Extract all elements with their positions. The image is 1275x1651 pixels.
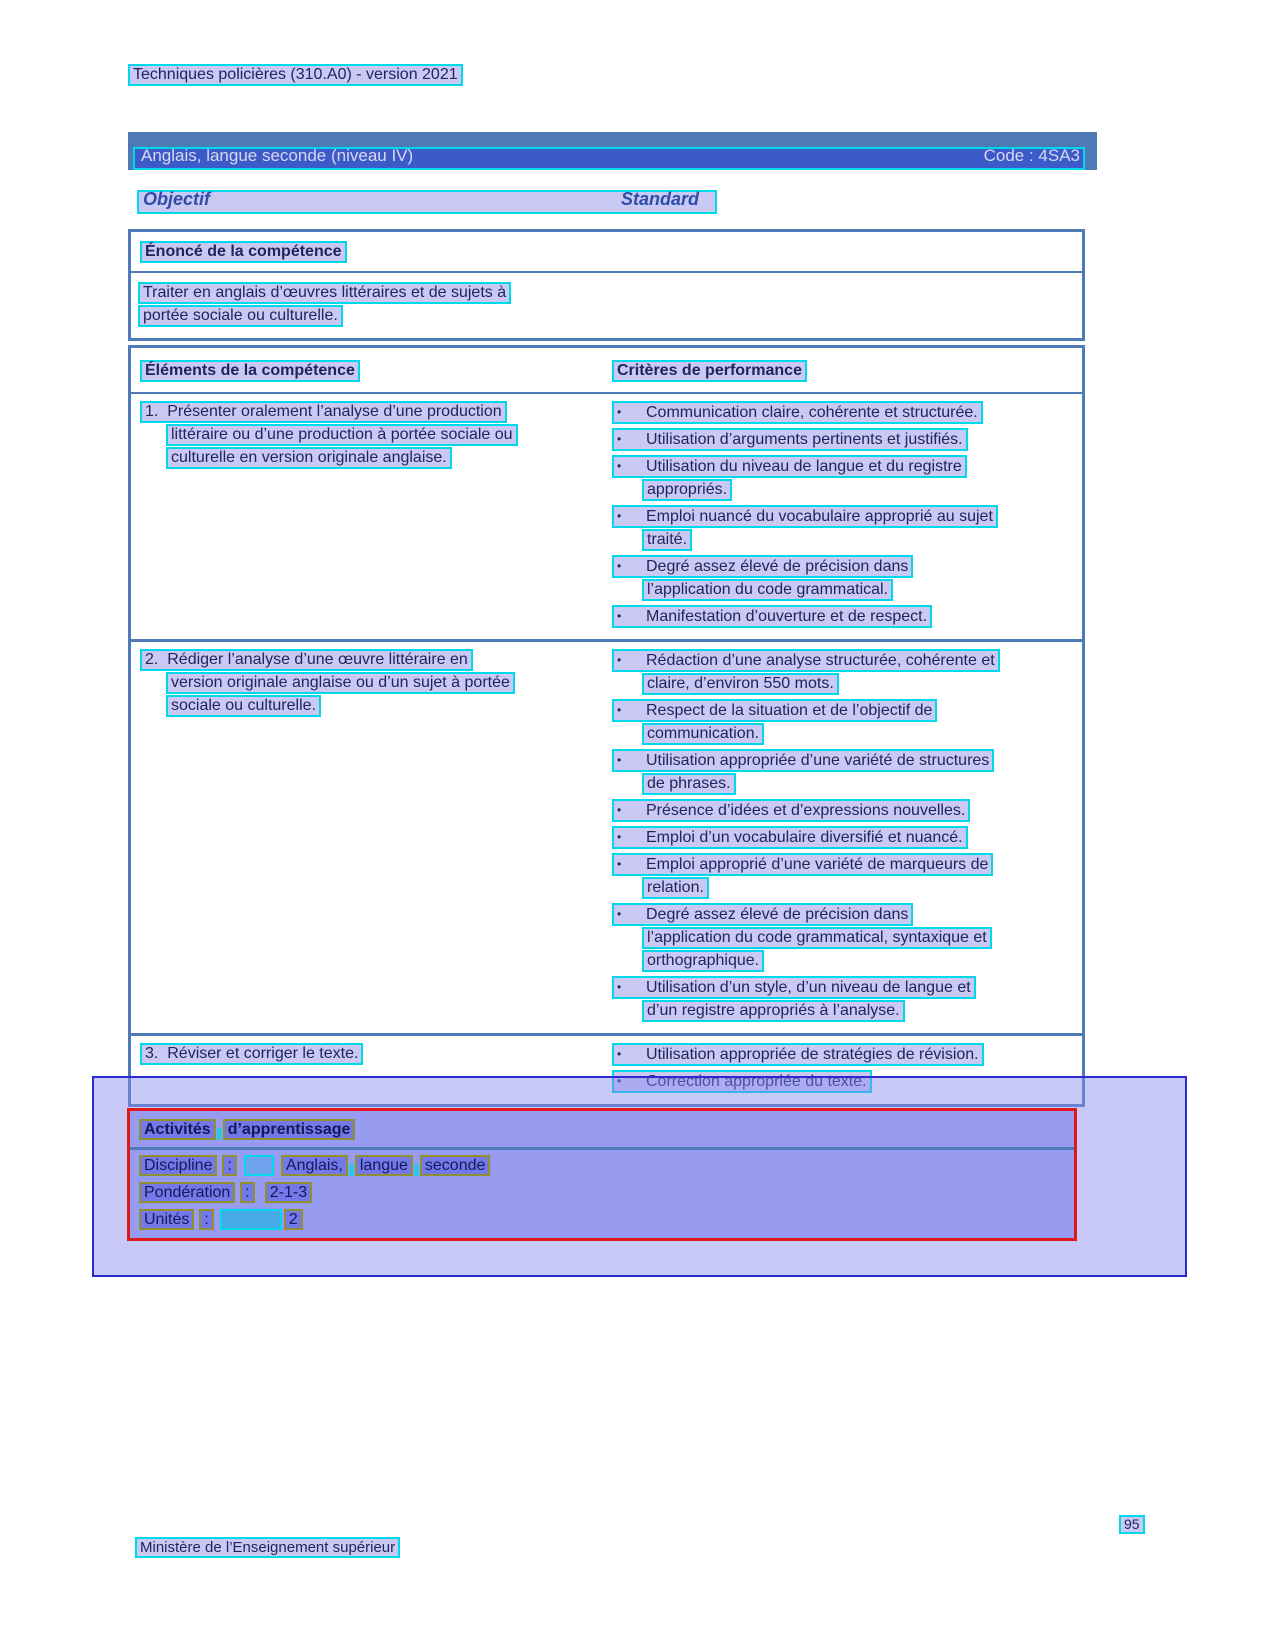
space-marker <box>217 1128 222 1140</box>
enonce-body <box>131 273 1082 338</box>
activities-row-discipline <box>139 1155 1074 1177</box>
activities-value-word: 2 <box>284 1209 303 1230</box>
criterion-item <box>612 826 1082 849</box>
activities-divider <box>130 1147 1074 1150</box>
criterion-line-row <box>612 649 1082 672</box>
criterion-line-box <box>612 1043 984 1066</box>
space-marker <box>349 1164 354 1176</box>
criterion-item <box>612 505 1082 551</box>
criterion-item <box>612 749 1082 795</box>
criterion-line-box <box>612 853 993 876</box>
activities-value-word: langue <box>355 1155 413 1176</box>
bullet-icon: • <box>617 1074 622 1088</box>
criterion-line: Correction appropriée du texte. <box>646 1073 867 1090</box>
criterion-line: Présence d’idées et d’expressions nouvelles. <box>646 802 966 819</box>
bullet-icon: • <box>617 405 622 419</box>
bullet-icon: • <box>617 703 622 717</box>
criterion-line-row <box>642 877 1082 899</box>
criterion-item <box>612 799 1082 822</box>
criterion-line-row <box>612 605 1082 628</box>
space-marker <box>414 1164 419 1176</box>
activities-value-word: seconde <box>420 1155 491 1176</box>
bullet-icon: • <box>617 459 622 473</box>
activities-label: Unités <box>139 1209 194 1230</box>
table-header-left <box>131 360 612 382</box>
criterion-line-row <box>612 1043 1082 1066</box>
criterion-line: traité. <box>647 531 688 548</box>
criterion-item <box>612 853 1082 899</box>
criterion-item <box>612 455 1082 501</box>
table-row <box>131 639 1082 1033</box>
criterion-line-box <box>642 723 764 745</box>
bullet-icon: • <box>617 609 622 623</box>
criterion-line: Utilisation du niveau de langue et du registre <box>646 458 962 475</box>
activities-colon: : <box>199 1209 213 1230</box>
criterion-line: d’un registre appropriés à l’analyse. <box>647 1002 900 1019</box>
criterion-line: Utilisation d’un style, d’un niveau de langue et <box>646 979 971 996</box>
element-line: 2. Rédiger l’analyse d’une œuvre littéraire en <box>140 649 473 671</box>
enonce-line-row <box>138 305 1082 327</box>
criterion-line-box <box>612 428 968 451</box>
bullet-icon: • <box>617 857 622 871</box>
criterion-line-box <box>612 505 998 528</box>
element-line-row <box>140 649 612 671</box>
criterion-line: Utilisation d’arguments pertinents et justifiés. <box>646 431 963 448</box>
criterion-line-box <box>612 649 1000 672</box>
criterion-line-row <box>612 699 1082 722</box>
criterion-line: Utilisation appropriée d’une variété de structures <box>646 752 990 769</box>
criterion-line-box <box>612 976 976 999</box>
activities-row-ponderation <box>139 1182 1074 1204</box>
criterion-line-row <box>612 976 1082 999</box>
bullet-icon: • <box>617 559 622 573</box>
criterion-line: Rédaction d’une analyse structurée, cohérente et <box>646 652 995 669</box>
criterion-line-box <box>642 579 893 601</box>
activities-value-word: 2-1-3 <box>265 1182 312 1203</box>
bullet-icon: • <box>617 980 622 994</box>
whitespace-box <box>244 1155 274 1176</box>
element-line: 1. Présenter oralement l’analyse d’une production <box>140 401 507 423</box>
criterion-line-box <box>612 555 913 578</box>
criterion-item <box>612 903 1082 972</box>
footer-row <box>135 1537 400 1558</box>
bullet-icon: • <box>617 753 622 767</box>
criterion-item <box>612 1043 1082 1066</box>
col1-header: Éléments de la compétence <box>140 360 360 382</box>
activities-colon: : <box>240 1182 254 1203</box>
activities-row-unites <box>139 1209 1074 1231</box>
criterion-item <box>612 605 1082 628</box>
criterion-line: Utilisation appropriée de stratégies de révision. <box>646 1046 979 1063</box>
criterion-item <box>612 699 1082 745</box>
bullet-icon: • <box>617 509 622 523</box>
competence-table-rows <box>131 394 1082 1104</box>
course-title: Anglais, langue seconde (niveau IV) <box>141 146 414 165</box>
criterion-line: l’application du code grammatical, syntaxique et <box>647 929 987 946</box>
criterion-line: Emploi nuancé du vocabulaire approprié au sujet <box>646 508 993 525</box>
col2-header: Critères de performance <box>612 360 807 382</box>
element-line-row <box>140 1043 612 1065</box>
competence-table <box>128 345 1085 1107</box>
criterion-line-row <box>612 555 1082 578</box>
page-number: 95 <box>1119 1515 1145 1534</box>
activities-box <box>127 1108 1077 1241</box>
enonce-line: portée sociale ou culturelle. <box>138 305 343 327</box>
criteria-cell <box>612 649 1082 1026</box>
criterion-line: Emploi d’un vocabulaire diversifié et nuancé. <box>646 829 963 846</box>
criterion-line: de phrases. <box>647 775 731 792</box>
criterion-line-row <box>642 579 1082 601</box>
criterion-line-row <box>642 950 1082 972</box>
element-line-row <box>166 672 612 694</box>
element-line-row <box>166 447 612 469</box>
criterion-line-row <box>612 401 1082 424</box>
activities-value-word: Anglais, <box>281 1155 348 1176</box>
criterion-line-box <box>612 455 967 478</box>
criterion-line-box <box>642 927 992 949</box>
activities-label: Pondération <box>139 1182 235 1203</box>
criterion-line-box <box>612 903 913 926</box>
bullet-icon: • <box>617 830 622 844</box>
bullet-icon: • <box>617 803 622 817</box>
criterion-line-row <box>612 826 1082 849</box>
criterion-line: Emploi approprié d’une variété de marqueurs de <box>646 856 989 873</box>
enonce-header: Énoncé de la compétence <box>140 241 347 263</box>
annotation-overlay <box>92 1076 1187 1277</box>
criterion-line-row <box>612 799 1082 822</box>
criteria-cell <box>612 401 1082 632</box>
criterion-line: Degré assez élevé de précision dans <box>646 906 909 923</box>
criterion-line-row <box>642 673 1082 695</box>
criterion-line-box <box>612 605 932 628</box>
criterion-line: orthographique. <box>647 952 760 969</box>
objectif-standard-band <box>137 190 717 214</box>
standard-heading: Standard <box>621 189 700 209</box>
criterion-line-box <box>642 877 709 899</box>
criterion-item <box>612 428 1082 451</box>
criterion-line-row <box>642 1000 1082 1022</box>
criterion-line: Communication claire, cohérente et structurée. <box>646 404 978 421</box>
criterion-item <box>612 649 1082 695</box>
criterion-line-box <box>612 826 968 849</box>
criterion-line-row <box>612 903 1082 926</box>
element-line-row <box>166 424 612 446</box>
criterion-line-row <box>612 455 1082 478</box>
criterion-line: Respect de la situation et de l’objectif de <box>646 702 933 719</box>
element-line-row <box>166 695 612 717</box>
activities-label: Discipline <box>139 1155 217 1176</box>
enonce-box <box>128 229 1085 341</box>
criterion-line-row <box>642 723 1082 745</box>
criterion-line-box <box>642 773 736 795</box>
enonce-line-row <box>138 282 1082 304</box>
criterion-line-row <box>642 529 1082 551</box>
criterion-line-row <box>612 749 1082 772</box>
criterion-line-row <box>642 773 1082 795</box>
criterion-line-box <box>612 749 994 772</box>
criterion-line: relation. <box>647 879 704 896</box>
doc-header-row <box>128 64 463 86</box>
doc-header-text: Techniques policières (310.A0) - version 2021 <box>128 64 463 86</box>
element-line: sociale ou culturelle. <box>166 695 321 717</box>
element-line-row <box>140 401 612 423</box>
criterion-line-box <box>642 1000 905 1022</box>
title-bar <box>128 132 1097 170</box>
element-line: culturelle en version originale anglaise. <box>166 447 452 469</box>
criterion-line-box <box>642 529 692 551</box>
criterion-line-row <box>612 428 1082 451</box>
criterion-line-box <box>612 401 983 424</box>
activities-colon: : <box>222 1155 236 1176</box>
criterion-line: communication. <box>647 725 760 742</box>
criterion-line: appropriés. <box>647 481 728 498</box>
activities-header-word: Activités <box>139 1119 216 1140</box>
criterion-line-box <box>612 699 937 722</box>
element-cell <box>131 649 612 1026</box>
criterion-item <box>612 555 1082 601</box>
objectif-heading: Objectif <box>143 189 211 209</box>
activities-header-row <box>130 1111 1074 1140</box>
bullet-icon: • <box>617 1047 622 1061</box>
criterion-line-box <box>612 799 970 822</box>
criterion-line: Degré assez élevé de précision dans <box>646 558 909 575</box>
criterion-line-row <box>642 479 1082 501</box>
table-header-right <box>612 360 1082 382</box>
criterion-line-box <box>642 479 732 501</box>
criterion-line: l’application du code grammatical. <box>647 581 889 598</box>
criterion-line-row <box>612 853 1082 876</box>
criterion-item <box>612 976 1082 1022</box>
criterion-line: Manifestation d’ouverture et de respect. <box>646 608 928 625</box>
bullet-icon: • <box>617 432 622 446</box>
criterion-line-box <box>642 950 764 972</box>
enonce-header-row <box>131 232 1082 273</box>
criterion-line: claire, d’environ 550 mots. <box>647 675 834 692</box>
page-number-row <box>1119 1515 1145 1534</box>
footer-text: Ministère de l’Enseignement supérieur <box>135 1537 400 1558</box>
bullet-icon: • <box>617 907 622 921</box>
bullet-icon: • <box>617 653 622 667</box>
criterion-item <box>612 401 1082 424</box>
element-cell <box>131 401 612 632</box>
element-line: 3. Réviser et corriger le texte. <box>140 1043 363 1065</box>
table-header-row <box>131 348 1082 394</box>
criterion-line-row <box>612 505 1082 528</box>
criterion-line-row <box>642 927 1082 949</box>
table-row <box>131 394 1082 639</box>
title-highlight-band <box>133 147 1085 170</box>
whitespace-box <box>220 1209 282 1230</box>
element-line: littéraire ou d’une production à portée sociale ou <box>166 424 518 446</box>
course-code: Code : 4SA3 <box>983 146 1080 165</box>
enonce-line: Traiter en anglais d’œuvres littéraires et de sujets à <box>138 282 511 304</box>
element-line: version originale anglaise ou d’un sujet à portée <box>166 672 515 694</box>
criterion-line-box <box>642 673 839 695</box>
activities-header-word: d’apprentissage <box>223 1119 356 1140</box>
